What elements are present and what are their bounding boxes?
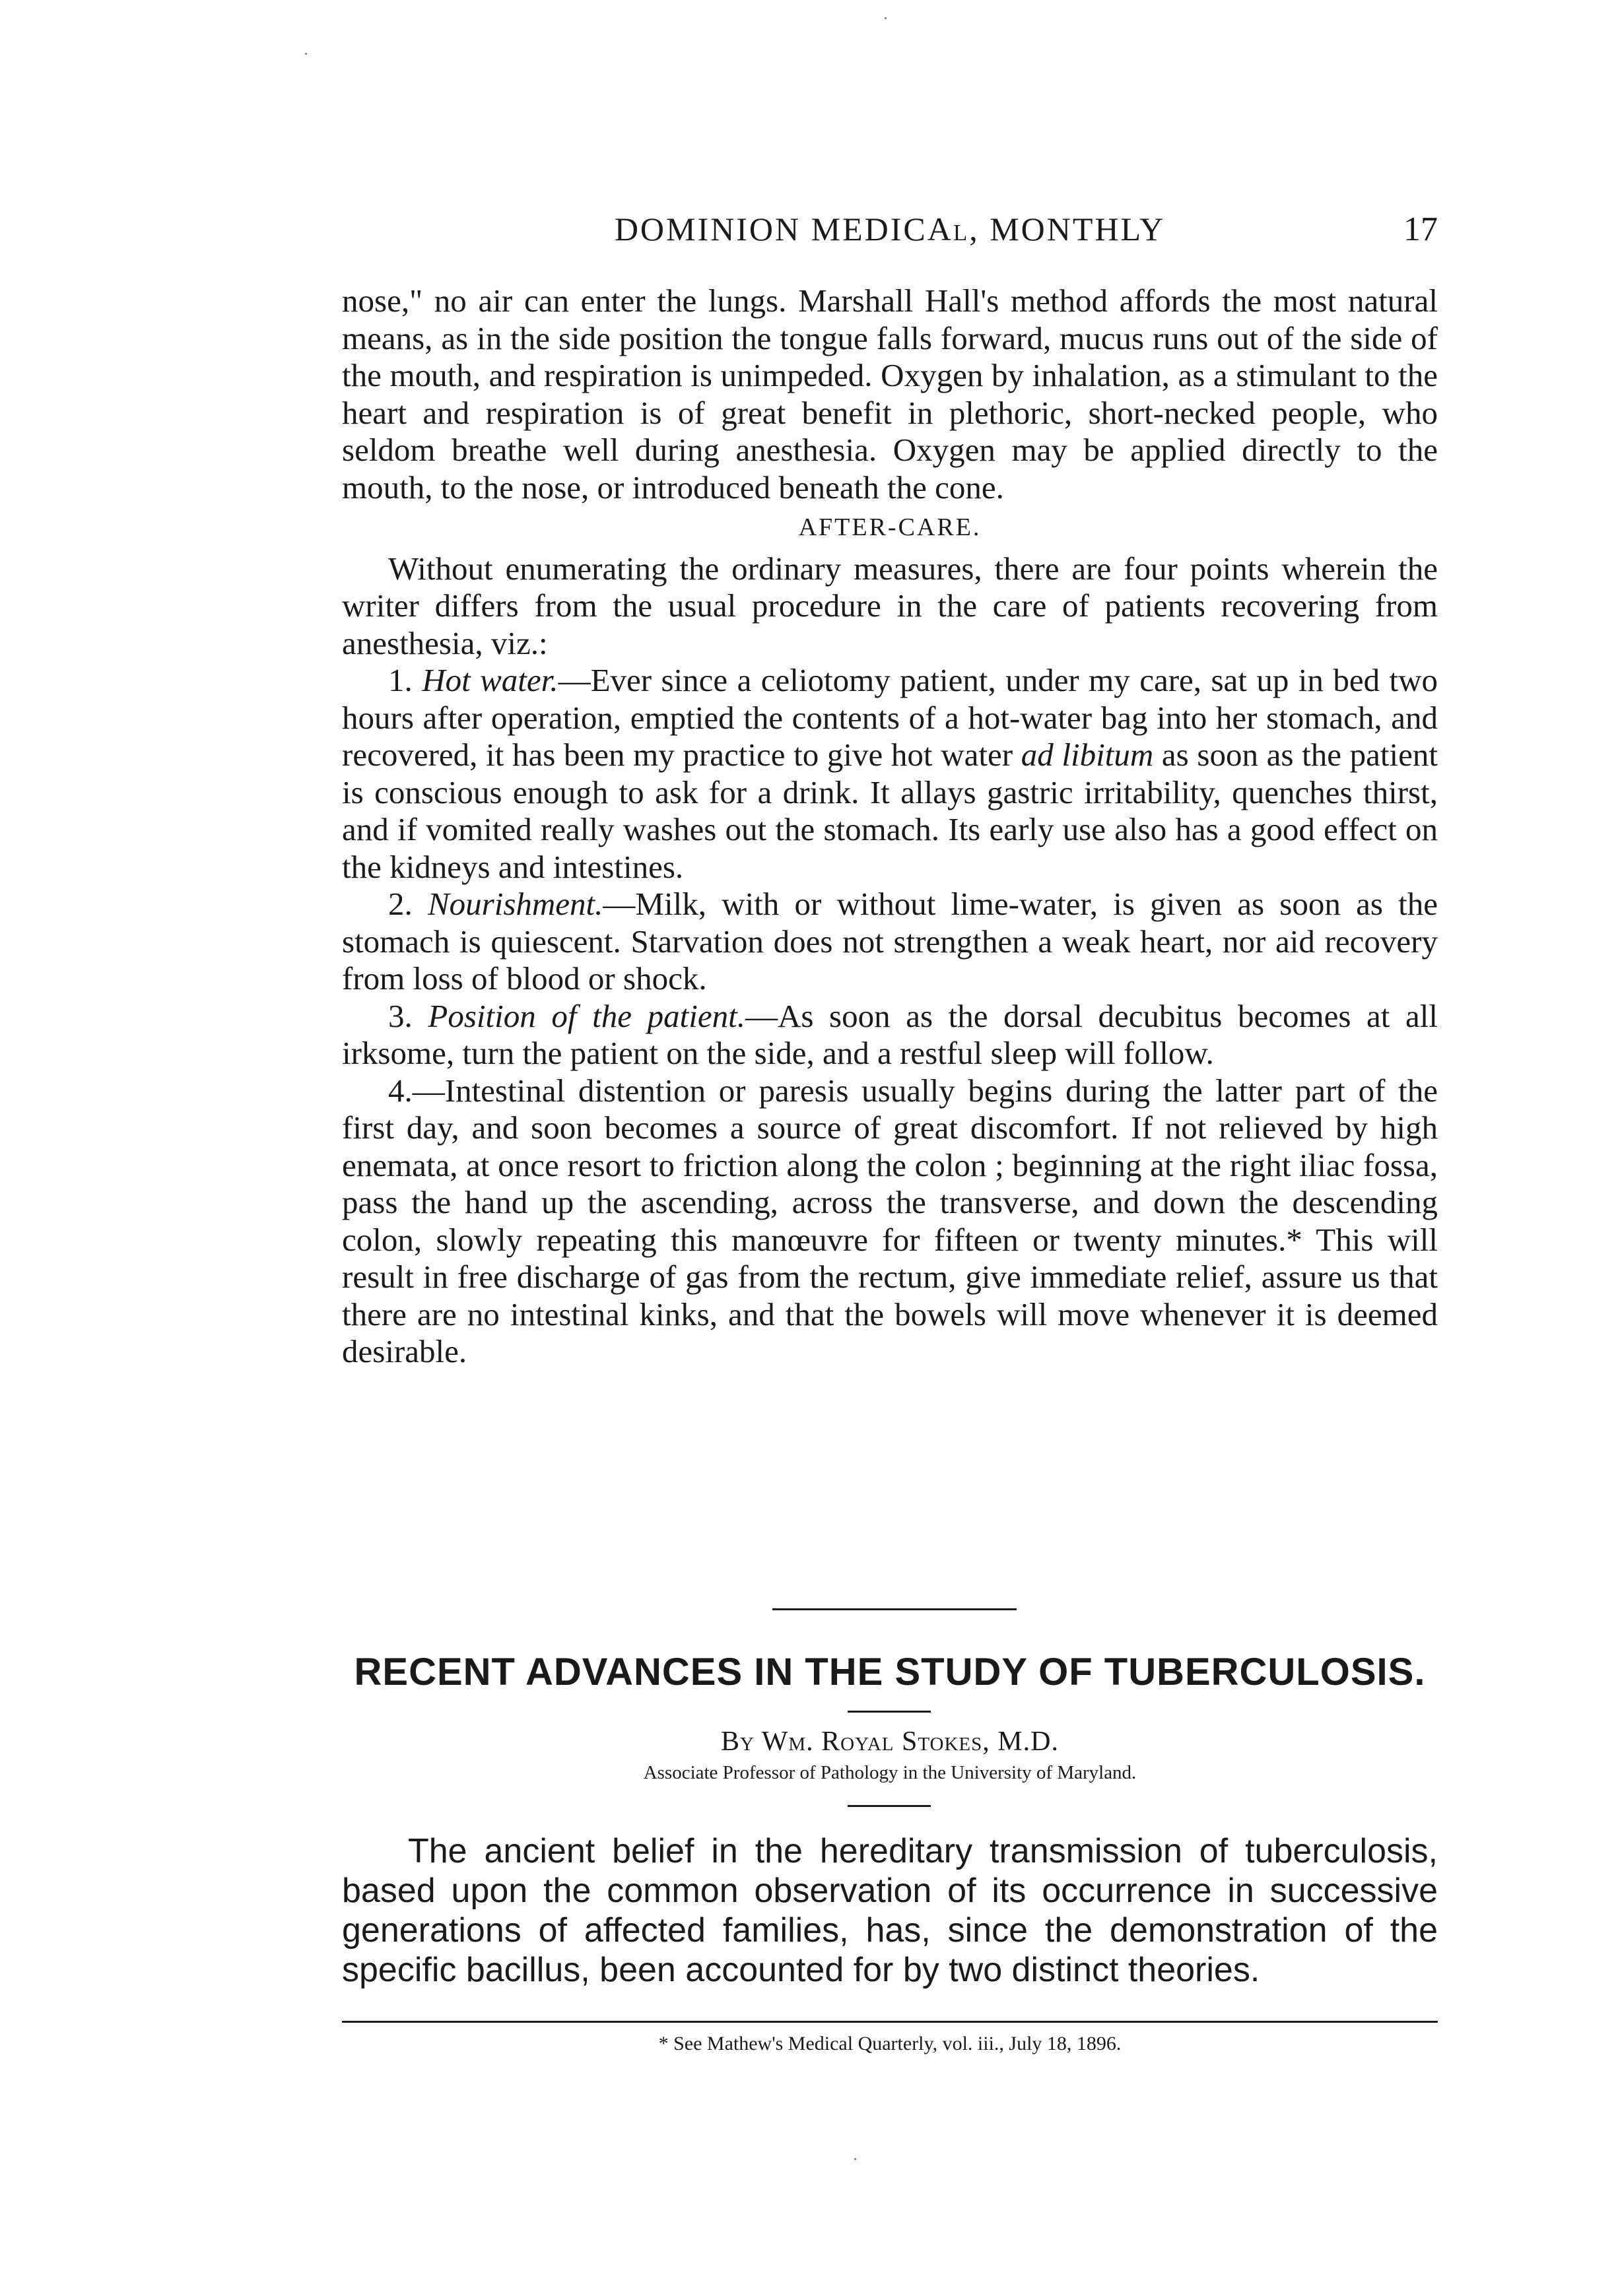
author-affiliation: Associate Professor of Pathology in the University of Maryland. [643, 1762, 1137, 1783]
article-opening [342, 1831, 1438, 1990]
title-divider [848, 1711, 931, 1713]
running-head [342, 210, 1438, 256]
list-item-nourishment [342, 886, 1438, 998]
scan-speck [305, 53, 307, 55]
list-item-position [342, 998, 1438, 1072]
list-item-hot-water [342, 662, 1438, 886]
section-divider [772, 1608, 1017, 1610]
item-text: —Intestinal distention or paresis usually begins during the latter part of the first day, and soon becomes a source of great discomfort. If not relieved by high enemata, at once resort to friction along the colon ; beginning at the right iliac fossa, pass the hand up the ascending, across the transverse, and down the descending colon, slowly repeating this manœuvre for fifteen or twenty minutes.* This will result in free discharge of gas from the rectum, give immediate relief, assure us that there are no intestinal kinks, and that the bowels will move whenever it is deemed desirable. [342, 1072, 1438, 1369]
footnote: * See Mathew's Medical Quarterly, vol. iii., July 18, 1896. [658, 2033, 1122, 2054]
opening-paragraph: The ancient belief in the hereditary transmission of tuberculosis, based upon the common observation of its occurrence in successive generations of affected families, has, since the demonstration of the specific bacillus, been accounted for by two distinct theories. [342, 1832, 1438, 1989]
list-item-distention [342, 1072, 1438, 1371]
item-text: —As soon as the dorsal decubitus becomes at all irksome, turn the patient on the side, and a restful sleep will follow. [342, 997, 1438, 1071]
item-title: Hot water. [422, 662, 558, 698]
item-text: —Ever since a celiotomy patient, under my care, sat up in bed two hours after operation, emptied the contents of a hot-water bag into her stomach, and recovered, it has been my practice to give hot water [342, 662, 1438, 773]
article-title: RECENT ADVANCES IN THE STUDY OF TUBERCULOSIS. [354, 1651, 1426, 1693]
footnote-rule [342, 2021, 1438, 2023]
scan-speck [854, 2158, 856, 2160]
paragraph-continued: nose," no air can enter the lungs. Marshall Hall's method affords the most natural means, as in the side position the tongue falls forward, mucus runs out of the side of the mouth, and respiration is unimpeded. Oxygen by inhalation, as a stimulant to the heart and respiration is of great benefit in plethoric, short-necked people, who seldom breathe well during anesthesia. Oxygen may be applied directly to the mouth, to the nose, or introduced beneath the cone. [342, 282, 1438, 506]
author-byline: By Wm. Royal Stokes, M.D. [721, 1726, 1059, 1757]
byline-divider [848, 1805, 931, 1807]
page-number: 17 [1403, 211, 1438, 248]
latin-phrase: ad libitum [1021, 737, 1154, 773]
item-title: Nourishment. [427, 886, 603, 922]
paragraph-intro: Without enumerating the ordinary measures, there are four points wherein the writer differs from the usual procedure in the care of patients recovering from anesthesia, viz.: [342, 550, 1438, 661]
item-number: 1. [388, 662, 413, 698]
item-number: 4. [388, 1072, 413, 1109]
subheading-after-care: AFTER-CARE. [798, 513, 982, 541]
scan-speck [885, 17, 887, 19]
section-body [342, 282, 1438, 1371]
item-title: Position of the patient. [428, 997, 745, 1034]
item-number: 3. [388, 997, 413, 1034]
item-number: 2. [388, 886, 413, 922]
journal-title: DOMINION MEDICAl, MONTHLY [614, 211, 1166, 247]
item-text: —Milk, with or without lime-water, is given as soon as the stomach is quiescent. Starvation does not strengthen a weak heart, nor aid recovery from loss of blood or shock. [342, 886, 1438, 997]
item-text: as soon as the patient is conscious enough to ask for a drink. It allays gastric irritability, quenches thirst, and if vomited really washes out the stomach. Its early use also has a good effect on the kidneys and intestines. [342, 737, 1438, 885]
